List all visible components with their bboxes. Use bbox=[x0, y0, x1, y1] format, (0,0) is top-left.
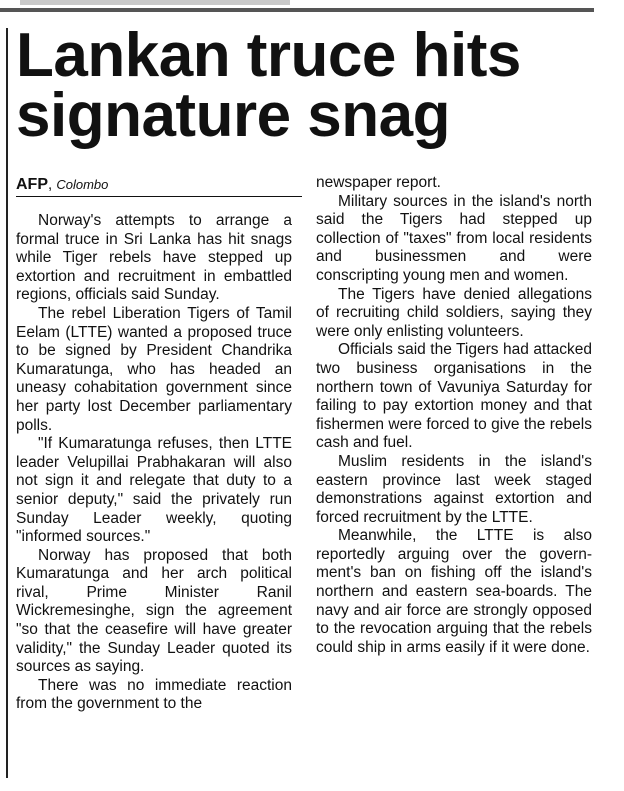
paragraph: The Tigers have denied allegations of recruiting child soldiers, saying they were only enlisting volunteers. bbox=[316, 285, 592, 340]
paragraph: Norway's attempts to arrange a formal truce in Sri Lanka has hit snags while Tiger rebels have stepped up extortion and recruitment in embattled regions, officials said Sunday. bbox=[16, 212, 292, 304]
byline-agency: AFP bbox=[16, 176, 48, 193]
paragraph: There was no immediate reaction from the government to the bbox=[16, 676, 292, 713]
headline bbox=[16, 21, 606, 150]
left-column-rule bbox=[6, 28, 8, 778]
headline-line-1: Lankan truce hits bbox=[16, 21, 521, 90]
paragraph: Military sources in the island's north said the Tigers had stepped up collection of "taxes" from local residents and businessmen and were conscripting young men and women. bbox=[316, 192, 592, 284]
paragraph: Muslim residents in the island's eastern province last week staged demonstrations against extortion and forced recruitment by the LTTE. bbox=[316, 452, 592, 526]
top-rule bbox=[0, 8, 594, 12]
headline-line-2: signature snag bbox=[16, 81, 450, 150]
paragraph: newspaper report. bbox=[316, 174, 441, 191]
paragraph: Norway has proposed that both Kumaratunga and her arch political rival, Prime Minister Ranil Wickremesinghe, sign the agreement "so that the ceasefire will have greater validity," the Sunday Leader quoted its sources as saying. bbox=[16, 546, 292, 676]
left-column bbox=[16, 212, 292, 714]
byline: AFP, Colombo bbox=[16, 176, 302, 197]
paragraph: Meanwhile, the LTTE is also reportedly arguing over the government's ban on fishing off the island's northern and eastern sea-boards. The navy and air force are strongly opposed to the revocation arguing that the rebels could ship in arms easily if it were done. bbox=[316, 527, 592, 656]
paragraph: "If Kumaratunga refuses, then LTTE leader Velupillai Prabhakaran will also not sign it and relegate that duty to a senior deputy," said the privately run Sunday Leader weekly, quoting "informed sources." bbox=[16, 435, 292, 546]
paragraph: The rebel Liberation Tigers of Tamil Eelam (LTTE) wanted a proposed truce to be signed by President Chandrika Kumaratunga, who has headed an uneasy cohabitation government since her party lost December parliamentary polls. bbox=[16, 304, 292, 434]
right-column bbox=[316, 174, 592, 657]
byline-location: Colombo bbox=[56, 177, 109, 192]
top-strip bbox=[20, 0, 290, 5]
paragraph: Officials said the Tigers had attacked two business organisations in the northern town of Vavuniya Saturday for failing to pay extortion money and that fishermen were forced to give the rebels cash and fuel. bbox=[316, 341, 592, 452]
